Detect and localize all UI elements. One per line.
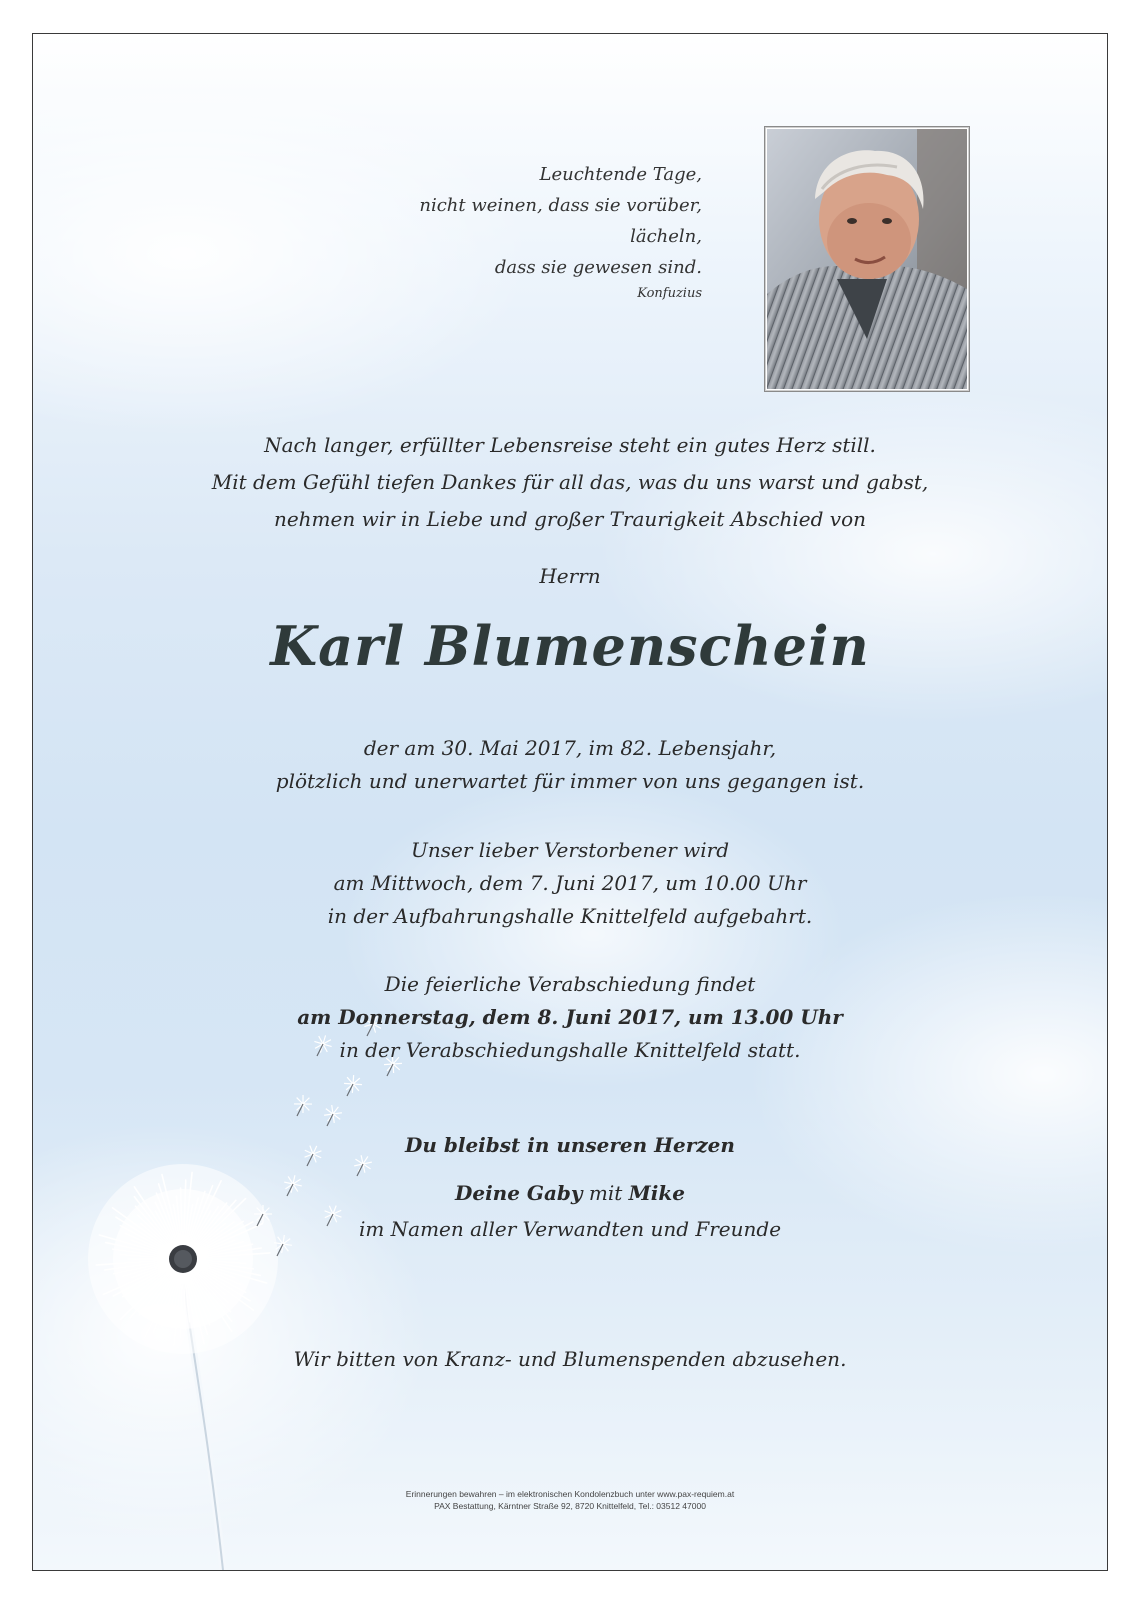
signer-name: Mike [628,1181,685,1205]
death-notice [33,732,1107,798]
intro-line: Mit dem Gefühl tiefen Dankes für all das, was du uns warst und gabst, [211,470,929,494]
quote-author: Konfuzius [637,286,702,301]
footer-line: PAX Bestattung, Kärntner Straße 92, 8720 Knittelfeld, Tel.: 03512 47000 [434,1501,706,1511]
deceased-name: Karl Blumenschein [270,614,870,678]
quote-line: Leuchtende Tage, [539,164,702,185]
intro-text [33,427,1107,538]
page-frame [32,33,1108,1571]
farewell-notice [33,968,1107,1067]
viewing-notice [33,834,1107,933]
dandelion-seed [294,1095,312,1116]
dandelion-seed [344,1075,362,1096]
portrait-photo [764,126,970,392]
quote-line: nicht weinen, dass sie vorüber, [419,195,702,216]
quote-block [419,159,702,305]
signer-conjunction: mit [582,1181,629,1205]
signers [33,1178,1107,1208]
dandelion-seed [324,1105,342,1126]
footer [33,1488,1107,1512]
viewing-line: Unser lieber Verstorbener wird [411,838,729,862]
signer-name: Deine Gaby [455,1181,583,1205]
flower-request: Wir bitten von Kranz- und Blumenspenden abzusehen. [293,1347,847,1371]
death-line: der am 30. Mai 2017, im 82. Lebensjahr, [363,736,777,760]
portrait-image [767,129,967,389]
viewing-line: am Mittwoch, dem 7. Juni 2017, um 10.00 Uhr [333,871,807,895]
death-line: plötzlich und unerwartet für immer von uns gegangen ist. [275,769,865,793]
salutation: Herrn [539,564,601,588]
closing-block [33,1130,1107,1244]
farewell-line: in der Verabschiedungshalle Knittelfeld statt. [339,1038,801,1062]
farewell-line: Die feierliche Verabschiedung findet [384,972,756,996]
quote-line: lächeln, [630,226,702,247]
signers-note: im Namen aller Verwandten und Freunde [358,1217,782,1241]
farewell-date: am Donnerstag, dem 8. Juni 2017, um 13.00 Uhr [297,1005,843,1029]
closing-motto: Du bleibst in unseren Herzen [405,1133,735,1157]
viewing-line: in der Aufbahrungshalle Knittelfeld aufgebahrt. [327,904,813,928]
intro-line: nehmen wir in Liebe und großer Traurigkeit Abschied von [273,507,867,531]
footer-line: Erinnerungen bewahren – im elektronischen Kondolenzbuch unter www.pax-requiem.at [405,1489,735,1499]
intro-line: Nach langer, erfüllter Lebensreise steht ein gutes Herz still. [264,433,876,457]
quote-line: dass sie gewesen sind. [494,257,702,278]
